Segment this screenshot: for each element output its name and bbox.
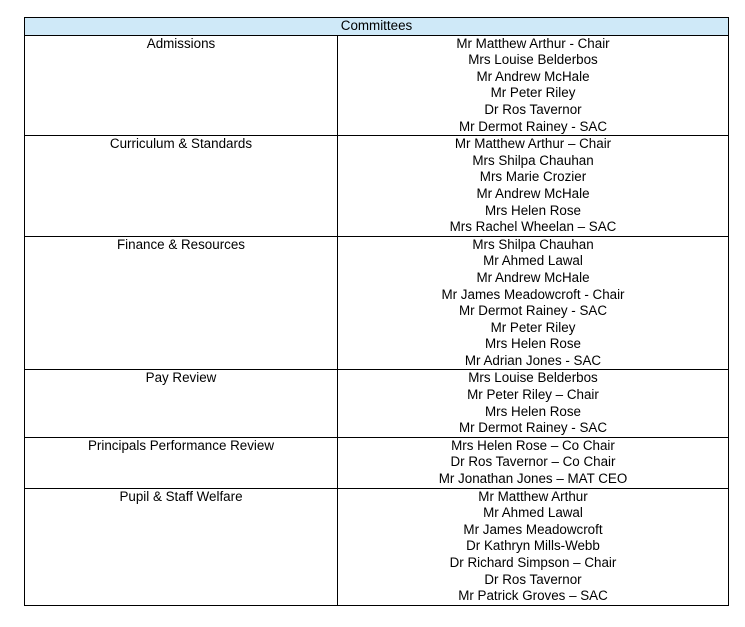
member-name: Dr Kathryn Mills-Webb — [466, 538, 600, 554]
member-name: Dr Richard Simpson – Chair — [449, 555, 617, 570]
member-name: Mr Peter Riley – Chair — [467, 387, 599, 403]
table-row — [25, 35, 729, 136]
member-name: Mrs Louise Belderbos — [468, 52, 598, 68]
committee-name: Principals Performance Review — [25, 437, 338, 488]
member-name: Mrs Louise Belderbos — [468, 370, 598, 386]
committee-name: Curriculum & Standards — [25, 136, 338, 237]
committee-name: Pupil & Staff Welfare — [25, 488, 338, 605]
table-row — [25, 136, 729, 237]
table-header-row — [25, 18, 729, 36]
member-name: Mr Dermot Rainey - SAC — [458, 420, 608, 436]
committee-name: Finance & Resources — [25, 236, 338, 370]
member-name: Mr James Meadowcroft - Chair — [441, 286, 625, 302]
member-name: Mrs Helen Rose — [485, 336, 581, 352]
member-name: Dr Ros Tavernor — [484, 571, 582, 587]
member-name: Mr Dermot Rainey - SAC — [458, 118, 608, 134]
committee-members — [338, 136, 729, 237]
committee-members — [338, 236, 729, 370]
member-name: Mr Ahmed Lawal — [483, 505, 583, 521]
member-name: Mr Matthew Arthur — [478, 488, 588, 504]
table-row — [25, 488, 729, 605]
member-name: Mr Peter Riley — [490, 85, 576, 101]
table-row — [25, 437, 729, 488]
committee-members — [338, 370, 729, 437]
member-name: Mrs Shilpa Chauhan — [472, 236, 594, 252]
member-name: Mr Andrew McHale — [476, 68, 590, 84]
member-name: Mr Dermot Rainey - SAC — [458, 303, 608, 319]
committee-members — [338, 488, 729, 605]
member-name: Mrs Helen Rose – Co Chair — [451, 437, 615, 453]
committee-name: Admissions — [25, 35, 338, 136]
member-name: Dr Ros Tavernor — [484, 101, 582, 117]
member-name: Mr Matthew Arthur – Chair — [454, 136, 612, 152]
member-name: Mr James Meadowcroft — [463, 521, 603, 537]
member-name: Mr Andrew McHale — [476, 269, 590, 285]
table-header: Committees — [25, 18, 729, 36]
member-name: Mrs Shilpa Chauhan — [472, 152, 594, 168]
member-name: Mr Jonathan Jones – MAT CEO — [438, 471, 628, 487]
table-body — [25, 35, 729, 605]
committee-members — [338, 437, 729, 488]
member-name: Mrs Helen Rose — [485, 403, 581, 419]
member-name: Mr Andrew McHale — [476, 185, 590, 201]
member-name: Mr Adrian Jones - SAC — [464, 352, 602, 368]
committee-name: Pay Review — [25, 370, 338, 437]
member-name: Mrs Rachel Wheelan – SAC — [449, 219, 617, 235]
member-name: Mr Matthew Arthur - Chair — [456, 35, 610, 51]
member-name: Dr Ros Tavernor – Co Chair — [450, 454, 616, 470]
committee-members — [338, 35, 729, 136]
member-name: Mr Peter Riley — [490, 319, 576, 335]
member-name: Mr Patrick Groves – SAC — [458, 588, 608, 604]
member-name: Mrs Helen Rose — [485, 202, 581, 218]
committees-table — [24, 17, 729, 606]
table-row — [25, 236, 729, 370]
table-row — [25, 370, 729, 437]
member-name: Mr Ahmed Lawal — [483, 253, 583, 269]
member-name: Mrs Marie Crozier — [479, 169, 587, 185]
